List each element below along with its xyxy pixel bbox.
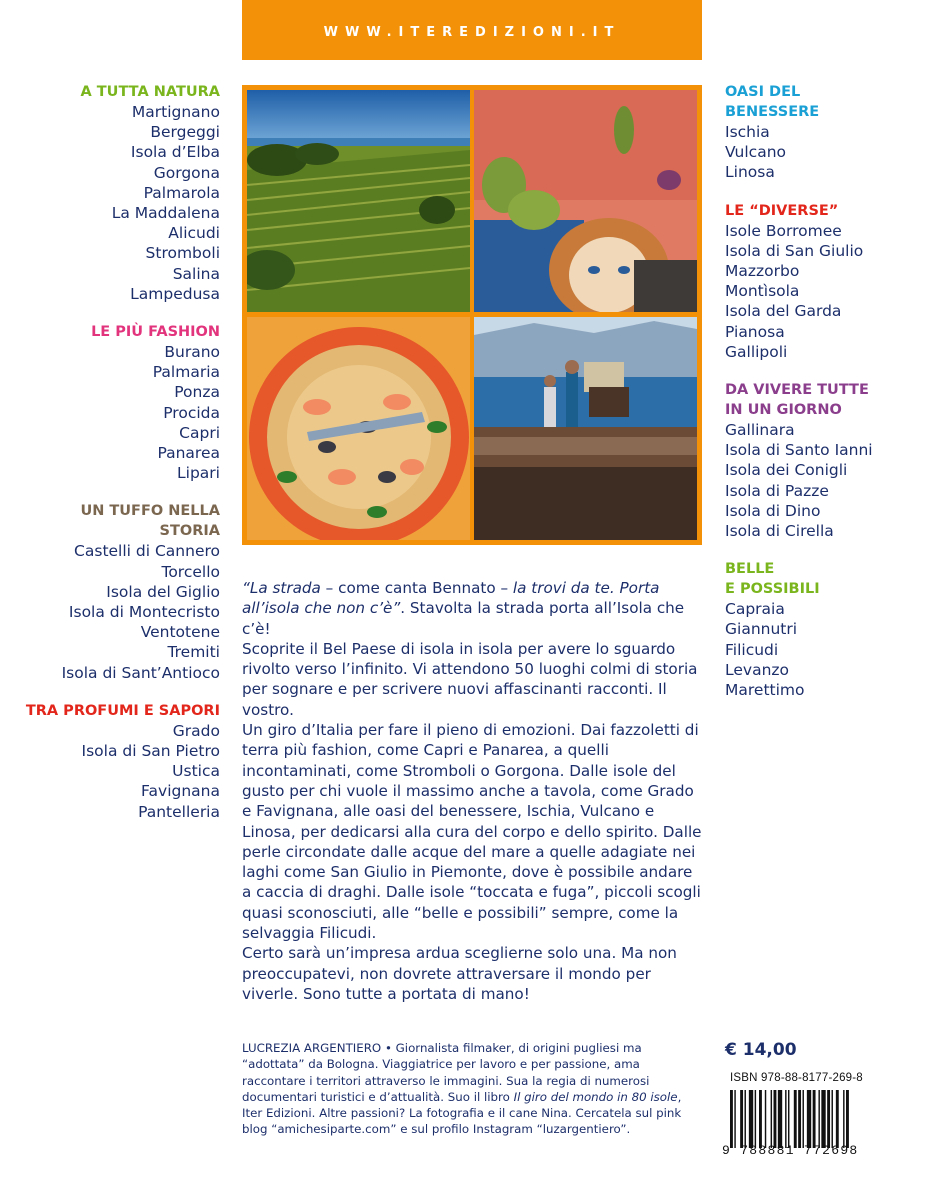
section-heading: E POSSIBILI (725, 581, 820, 598)
barcode-bar (794, 1090, 797, 1148)
list-item: Isola di Montecristo (68, 603, 220, 622)
list-item: Ponza (174, 383, 220, 402)
section-da-vivere-tutte-in-un-giorno (725, 380, 925, 541)
barcode-bar (832, 1090, 833, 1148)
barcode-bar (759, 1090, 762, 1148)
list-item: Ventotene (140, 623, 220, 642)
section-heading: TRA PROFUMI E SAPORI (25, 702, 220, 719)
list-item: Isola di Pazze (725, 481, 829, 500)
section-heading: UN TUFFO NELLA STORIA (80, 503, 220, 540)
author-bio (242, 1040, 704, 1138)
barcode-bar (765, 1090, 766, 1148)
barcode-bar (846, 1090, 849, 1148)
list-item: Isola dei Conigli (725, 461, 848, 480)
section-un-tuffo-nella-storia (20, 501, 220, 682)
section-oasi-del-benessere (725, 82, 925, 183)
list-item: Capri (179, 423, 220, 442)
list-item: Isola di Sant’Antioco (61, 663, 220, 682)
website-banner[interactable] (242, 0, 702, 60)
section-heading: DA VIVERE TUTTE (725, 382, 869, 399)
barcode-bar (778, 1090, 782, 1148)
barcode-bar (813, 1090, 816, 1148)
website-url[interactable]: WWW.ITEREDIZIONI.IT (323, 25, 621, 40)
list-item: Bergeggi (150, 123, 220, 142)
list-item: Castelli di Cannero (74, 542, 220, 561)
book-description (242, 578, 704, 1004)
list-item: Gorgona (153, 163, 220, 182)
barcode-image (728, 1090, 910, 1148)
book-title: Il giro del mondo in 80 isole (513, 1089, 678, 1104)
list-item: Isola del Garda (725, 302, 842, 321)
list-item: Favignana (141, 782, 220, 801)
barcode-bar (843, 1090, 844, 1148)
bio-text-2: , Iter Edizioni. Altre passioni? La fotografia e il cane Nina. Cercatela sul pink blog “amichesiparte.com” e sul profilo Instagram “luzargentiero”. (242, 1089, 682, 1137)
list-item: Burano (164, 343, 220, 362)
list-item: La Maddalena (111, 204, 220, 223)
list-item: Vulcano (725, 143, 787, 162)
description-intro (242, 578, 704, 639)
section-belle-e-possibili (725, 559, 925, 700)
section-heading: IN UN GIORNO (725, 402, 842, 419)
list-item: Procida (163, 403, 220, 422)
list-item: Ustica (172, 762, 220, 781)
vineyard-landscape-photo (247, 90, 470, 312)
list-item: Capraia (725, 600, 785, 619)
barcode-bar (818, 1090, 819, 1148)
section-heading: OASI DEL (725, 84, 801, 100)
barcode-bar (798, 1090, 801, 1148)
barcode-bar (807, 1090, 811, 1148)
barcode-bar (803, 1090, 804, 1148)
list-item: Panarea (157, 444, 220, 463)
section-heading: LE PIÙ FASHION (91, 324, 220, 341)
price-label: € 14,00 (725, 1040, 797, 1060)
list-item: Martignano (131, 103, 220, 121)
barcode-bar (740, 1090, 743, 1148)
list-item: Isole Borromee (725, 221, 842, 240)
barcode-bar (774, 1090, 777, 1148)
harbor-donkey-photo (474, 317, 697, 540)
quote-part-2: la trovi da te. Porta all’isola che non c’è” (242, 579, 660, 618)
barcode-bar (745, 1090, 746, 1148)
quote-dash: – come canta Bennato – (320, 579, 513, 597)
list-item: Lipari (177, 464, 220, 483)
quote-part-1: “La strada (242, 579, 321, 597)
bio-text-1: • Giornalista filmaker, di origini pugliesi ma “adottata” da Bologna. Viaggiatrice per lavoro e per passione, ama raccontare i territori attraverso le immagini. Sua la regia di numerosi documentari turistici e d’attualità. Suo il libro (242, 1041, 650, 1104)
barcode-bar (734, 1090, 735, 1148)
list-item: Lampedusa (130, 284, 220, 303)
barcode-digits: 9 788881 772698 (722, 1143, 859, 1158)
list-item: Levanzo (725, 660, 790, 679)
barcode-bar (821, 1090, 825, 1148)
list-item: Tremiti (167, 643, 220, 662)
list-item: Isola di Dino (725, 501, 821, 520)
list-item: Isola di Santo Ianni (725, 441, 873, 460)
list-item: Ischia (725, 123, 770, 141)
description-paragraph-3: Certo sarà un’impresa ardua sceglierne solo una. Ma non preoccupatevi, non dovrete attraversare il mondo per viverle. Sono tutte a portata di mano! (242, 944, 677, 1003)
right-category-column (725, 82, 925, 718)
list-item: Linosa (725, 163, 775, 182)
barcode-bar (788, 1090, 789, 1148)
isbn-label: ISBN 978-88-8177-269-8 (730, 1072, 863, 1084)
list-item: Grado (172, 721, 220, 740)
barcode-bar (836, 1090, 839, 1148)
section-le-piu-fashion (20, 322, 220, 483)
list-item: Alicudi (168, 224, 220, 243)
description-paragraph-2: Un giro d’Italia per fare il pieno di emozioni. Dai fazzoletti di terra più fashion, come Capri e Panarea, a quelli incontaminati, come Stromboli o Gorgona. Dalle isole del gusto per chi vuole il massimo anche a tavola, come Grado e Favignana, alle oasi del benessere, Ischia, Vulcano e Linosa, per dedicarsi alla cura del corpo e dello spirito. Dalle perle circondate dalle acque del mare a quelle adagiate nei laghi come San Giulio in Piemonte, dove è possibile andare a caccia di draghi. Dalle isole “toccata e fuga”, piccoli scogli quasi sconosciuti, alle “belle e possibili” sempre, come la selvaggia Filicudi. (242, 721, 702, 943)
list-item: Isola di Cirella (725, 522, 834, 541)
section-a-tutta-natura (20, 82, 220, 304)
list-item: Gallinara (725, 421, 795, 440)
list-item: Marettimo (725, 681, 805, 700)
list-item: Palmarola (143, 183, 220, 202)
author-name: LUCREZIA ARGENTIERO (242, 1041, 382, 1055)
ceramic-head-cactus-photo (474, 90, 697, 312)
barcode-bar (785, 1090, 786, 1148)
list-item: Salina (172, 264, 220, 283)
section-heading: BELLE (725, 561, 775, 578)
list-item: Palmaria (152, 363, 220, 382)
list-item: Isola di San Giulio (725, 241, 864, 260)
list-item: Stromboli (145, 244, 220, 263)
list-item: Montìsola (725, 282, 800, 301)
after-quote: . Stavolta la strada porta all’Isola che c’è! (242, 599, 685, 638)
barcode-bar (827, 1090, 830, 1148)
barcode-bar (755, 1090, 756, 1148)
list-item: Torcello (161, 562, 220, 581)
section-heading: A TUTTA NATURA (80, 84, 220, 100)
list-item: Giannutri (725, 620, 798, 639)
left-category-column (20, 82, 220, 840)
section-heading: BENESSERE (725, 104, 820, 120)
list-item: Filicudi (725, 640, 779, 659)
seafood-couscous-photo (247, 317, 470, 540)
list-item: Isola del Giglio (106, 582, 220, 601)
list-item: Isola d’Elba (130, 143, 220, 162)
section-heading: LE “DIVERSE” (725, 202, 839, 219)
barcode-bar (749, 1090, 753, 1148)
list-item: Pianosa (725, 322, 785, 341)
list-item: Isola di San Pietro (81, 742, 220, 761)
list-item: Mazzorbo (725, 262, 800, 281)
list-item: Pantelleria (138, 802, 220, 821)
list-item: Gallipoli (725, 342, 788, 361)
description-paragraph-1: Scoprite il Bel Paese di isola in isola per avere lo sguardo rivolto verso l’infinito. Vi attendono 50 luoghi colmi di storia per sognare e per scrivere nuovi affascinanti racconti. Il vostro. (242, 639, 698, 719)
barcode-bar (771, 1090, 772, 1148)
section-le-diverse (725, 201, 925, 362)
photo-grid (242, 85, 702, 545)
section-tra-profumi-e-sapori (20, 701, 220, 822)
barcode-bar (730, 1090, 733, 1148)
